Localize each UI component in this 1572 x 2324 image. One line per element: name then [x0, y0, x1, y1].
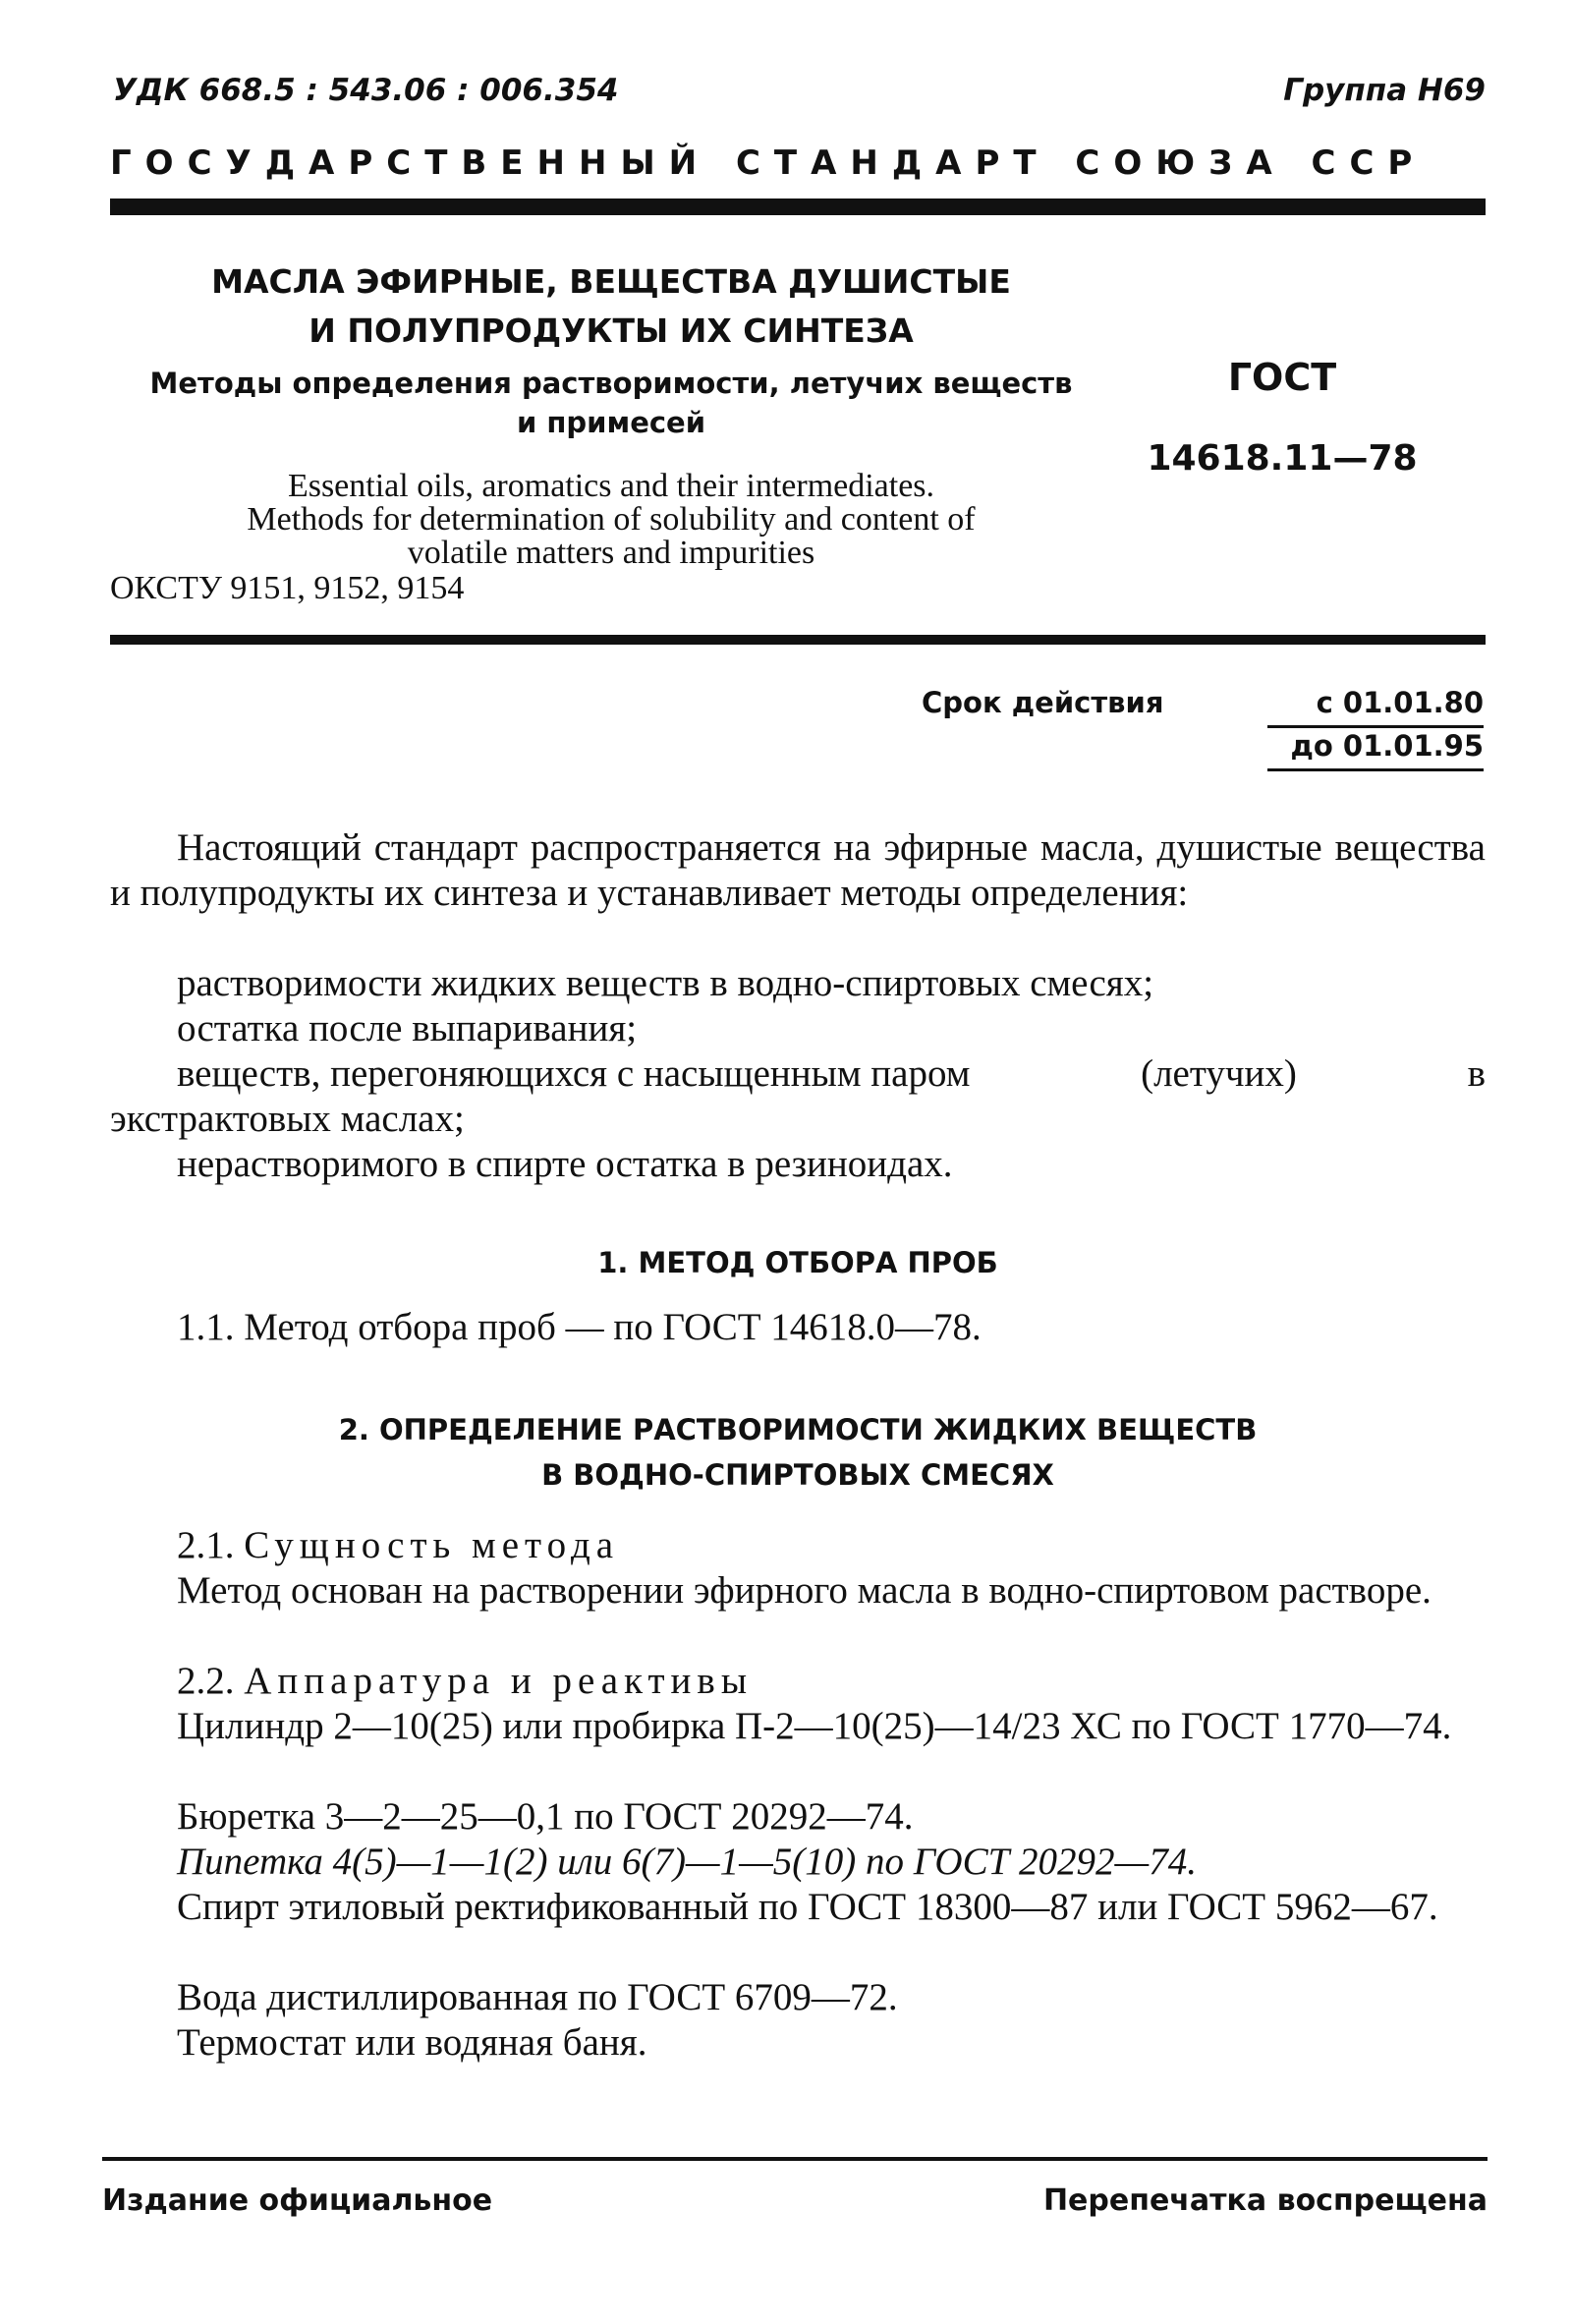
apparatus-pipette: Пипетка 4(5)—1—1(2) или 6(7)—1—5(10) по ГОСТ 20292—74.	[177, 1841, 1197, 1883]
validity-underline	[1267, 768, 1484, 771]
intro-item-volatile-a: веществ, перегоняющихся с насыщенным паром	[177, 1052, 971, 1095]
section2-2-number: 2.2.	[177, 1660, 235, 1702]
document-subtitle: Методы определения растворимости, летучих веществ и примесей	[149, 367, 1073, 439]
reprint-note: Перепечатка воспрещена	[1042, 2183, 1488, 2218]
section2-1-heading	[177, 1523, 1486, 1568]
state-standard-banner: ГОСУДАРСТВЕННЫЙ СТАНДАРТ СОЮЗА ССР	[110, 143, 1427, 183]
intro-paragraph: Настоящий стандарт распространяется на эфирные масла, душистые вещества и полупродукты их синтеза и устанавливает методы определения:	[110, 826, 1486, 914]
section2-1-title: Сущность метода	[244, 1524, 620, 1566]
okstu-codes: ОКСТУ 9151, 9152, 9154	[110, 570, 465, 606]
section1-p1: 1.1. Метод отбора проб — по ГОСТ 14618.0—78.	[177, 1306, 982, 1348]
apparatus-cylinder: Цилиндр 2—10(25) или пробирка П-2—10(25)—14/23 ХС по ГОСТ 1770—74.	[177, 1705, 1452, 1747]
validity-divider	[1267, 725, 1484, 728]
reagent-water: Вода дистиллированная по ГОСТ 6709—72.	[177, 1976, 898, 2018]
header-rule	[110, 198, 1486, 215]
intro-item-insoluble: нерастворимого в спирте остатка в резиноидах.	[177, 1143, 953, 1185]
intro-item-volatile-b: (летучих)	[1141, 1052, 1297, 1095]
section1-heading: 1. МЕТОД ОТБОРА ПРОБ	[597, 1246, 998, 1279]
validity-to: до 01.01.95	[1290, 729, 1484, 763]
english-title: Essential oils, aromatics and their intermediates. Methods for determination of solubility and content of volatile matters and impurities	[247, 468, 976, 571]
footer-rule	[102, 2157, 1488, 2161]
edition-note: Издание официальное	[102, 2183, 493, 2218]
validity-label: Срок действия	[922, 686, 1164, 719]
reagent-alcohol: Спирт этиловый ректификованный по ГОСТ 18300—87 или ГОСТ 5962—67.	[177, 1886, 1438, 1928]
section2-1-text: Метод основан на растворении эфирного масла в водно-спиртовом растворе.	[177, 1569, 1432, 1612]
section2-1-number: 2.1.	[177, 1524, 235, 1566]
intro-item-residue: остатка после выпаривания;	[177, 1007, 638, 1049]
document-title: МАСЛА ЭФИРНЫЕ, ВЕЩЕСТВА ДУШИСТЫЕ И ПОЛУПРОДУКТЫ ИХ СИНТЕЗА	[211, 262, 1011, 350]
title-rule	[110, 635, 1486, 645]
section2-heading: 2. ОПРЕДЕЛЕНИЕ РАСТВОРИМОСТИ ЖИДКИХ ВЕЩЕСТВ В ВОДНО-СПИРТОВЫХ СМЕСЯХ	[338, 1413, 1258, 1492]
udk-code: УДК 668.5 : 543.06 : 006.354	[113, 73, 619, 108]
apparatus-burette: Бюретка 3—2—25—0,1 по ГОСТ 20292—74.	[177, 1795, 914, 1838]
intro-item-volatile-cont: экстрактовых маслах;	[110, 1098, 465, 1140]
validity-from: с 01.01.80	[1316, 686, 1484, 719]
section2-2-title: Аппаратура и реактивы	[244, 1660, 754, 1702]
apparatus-thermostat: Термостат или водяная баня.	[177, 2021, 647, 2064]
gost-number: 14618.11—78	[1147, 438, 1418, 479]
intro-item-volatile-c: в	[1467, 1052, 1486, 1095]
intro-item-volatile	[177, 1051, 1486, 1097]
group-code: Группа Н69	[1283, 73, 1486, 108]
gost-label: ГОСТ	[1227, 356, 1337, 399]
section2-2-heading	[177, 1659, 1486, 1704]
intro-item-solubility: растворимости жидких веществ в водно-спиртовых смесях;	[177, 962, 1154, 1004]
